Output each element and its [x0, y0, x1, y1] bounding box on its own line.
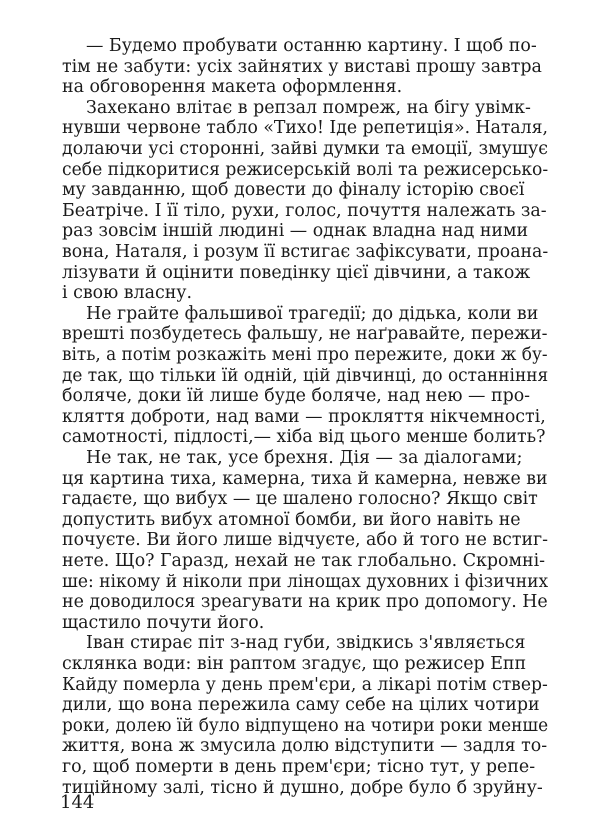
text-line: Не так, не так, усе брехня. Дія — за діалогами; — [86, 448, 523, 468]
text-line: де так, що тільки їй одній, цій дівчинці, до останніння — [62, 365, 549, 386]
text-line: тиційному залі, тісно й душно, добре було б зруйну- — [62, 777, 543, 798]
text-line: допустить вибух атомної бомби, ви його навіть не — [62, 509, 521, 530]
text-line: на обговорення макета оформлення. — [62, 77, 403, 98]
text-line: боляче, доки їй лише буде боляче, над нею — про- — [62, 386, 531, 407]
text-line: Захекано влітає в репзал помреж, на бігу увімк- — [86, 97, 531, 118]
text-line: щастило почути його. — [62, 612, 265, 633]
text-line: раз зовсім іншій людині — однак владна над ними — [62, 221, 529, 242]
text-line: — Будемо пробувати останню картину. І щоб по- — [86, 36, 537, 56]
text-line: нувши червоне табло «Тихо! Іде репетиція». Наталя, — [62, 118, 549, 139]
text-line: Кайду померла у день прем'єри, а лікарі потім ствер- — [62, 674, 548, 695]
text-line: віть, а потім розкажіть мені про пережите, доки ж бу- — [62, 345, 548, 365]
text-line: го, щоб померти в день прем'єри; тісно тут, у репе- — [62, 757, 536, 777]
text-line: му завданню, щоб довести до фіналу історію своєї — [62, 180, 525, 201]
text-line: кляття доброти, над вами — прокляття нікчемності, — [62, 406, 546, 427]
text-line: себе підкоритися режисерській волі та режисерсько- — [62, 159, 549, 180]
text-line: дили, що вона пережила саму себе на цілих чотири — [62, 695, 540, 716]
text-line: лізувати й оцінити поведінку цієї дівчини, а також — [62, 262, 531, 283]
text-line: життя, вона ж змусила долю відступити — задля то- — [62, 736, 548, 757]
text-line: роки, долею їй було відпущено на чотири роки менше — [62, 715, 549, 736]
text-line: склянка води: він раптом згадує, що режисер Епп — [62, 654, 527, 674]
text-line: ця картина тиха, камерна, тиха й камерна, невже ви — [62, 468, 548, 489]
text-line: гадаєте, що вибух — це шалено голосно? Якщо світ — [62, 489, 538, 510]
text-line: врешті позбудетесь фальшу, не наґравайте, пережи- — [62, 324, 548, 345]
text-line: долаючи усі сторонні, зайві думки та емоції, змушує — [62, 139, 548, 159]
text-line: Беатріче. І її тіло, рухи, голос, почуття належать за- — [62, 200, 547, 221]
page-number: 144 — [60, 792, 95, 813]
text-line: ше: нікому й ніколи при лінощах духовних і фізичних — [62, 571, 549, 592]
text-line: вона, Наталя, і розум її встигає зафіксувати, проана- — [62, 242, 549, 262]
text-line: Не грайте фальшивої трагедії; до дідька, коли ви — [86, 303, 539, 324]
text-line: Іван стирає піт з-над губи, звідкись з'являється — [86, 633, 526, 654]
text-line: і свою власну. — [62, 283, 193, 304]
text-line: почуєте. Ви його лише відчуєте, або й того не встиг- — [62, 530, 548, 551]
text-line: тім не забути: усіх зайнятих у виставі прошу завтра — [62, 56, 542, 77]
text-line: самотності, підлості,— хіба від цього менше болить? — [62, 427, 546, 448]
text-line: нете. Що? Гаразд, нехай не так глобально. Скромні- — [62, 551, 546, 571]
text-line: не доводилося зреагувати на крик про допомогу. Не — [62, 592, 548, 613]
